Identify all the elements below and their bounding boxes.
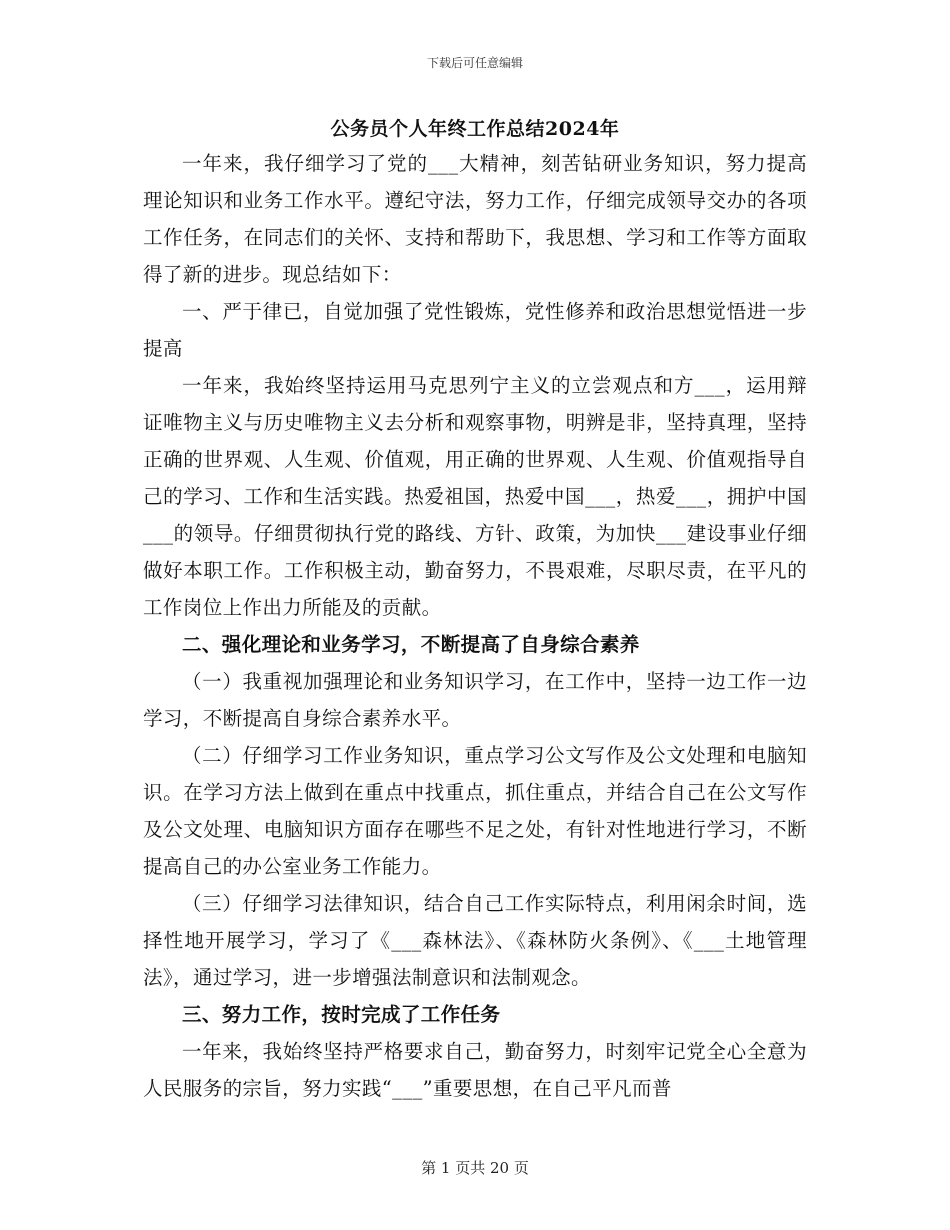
header-note: 下载后可任意编辑	[426, 56, 523, 70]
paragraph-intro: 一年来，我仔细学习了党的___大精神，刻苦钻研业务知识，努力提高理论知识和业务工作水平。遵纪守法，努力工作，仔细完成领导交办的各项工作任务，在同志们的关怀、支持和帮助下，我思想、学习和工作等方面取得了新的进步。现总结如下：	[143, 152, 807, 286]
page-footer: 第 1 页共 20 页	[421, 1159, 529, 1177]
paragraph-section-2-item-1: （一）我重视加强理论和业务知识学习，在工作中，坚持一边工作一边学习，不断提高自身综合素养水平。	[143, 670, 807, 730]
section-heading-2: 二、强化理论和业务学习，不断提高了自身综合素养	[182, 633, 640, 656]
paragraph-section-1-title: 一、严于律已，自觉加强了党性锻炼，党性修养和政治思想觉悟进一步提高	[143, 300, 807, 360]
document-body	[143, 145, 807, 1107]
document-title: 公务员个人年终工作总结2024年	[330, 118, 620, 140]
paragraph-section-3-body: 一年来，我始终坚持严格要求自己，勤奋努力，时刻牢记党全心全意为人民服务的宗旨，努力实践“___”重要思想，在自己平凡而普	[143, 1040, 807, 1100]
paragraph-section-2-item-2: （二）仔细学习工作业务知识，重点学习公文写作及公文处理和电脑知识。在学习方法上做到在重点中找重点，抓住重点，并结合自己在公文写作及公文处理、电脑知识方面存在哪些不足之处，有针对性地进行学习，不断提高自己的办公室业务工作能力。	[143, 744, 807, 878]
section-heading-3: 三、努力工作，按时完成了工作任务	[182, 1003, 501, 1026]
paragraph-section-1-body: 一年来，我始终坚持运用马克思列宁主义的立尝观点和方___，运用辩证唯物主义与历史唯物主义去分析和观察事物，明辨是非，坚持真理，坚持正确的世界观、人生观、价值观，用正确的世界观、人生观、价值观指导自己的学习、工作和生活实践。热爱祖国，热爱中国___，热爱___，拥护中国___的领导。仔细贯彻执行党的路线、方针、政策，为加快___建设事业仔细做好本职工作。工作积极主动，勤奋努力，不畏艰难，尽职尽责，在平凡的工作岗位上作出力所能及的贡献。	[143, 374, 807, 619]
paragraph-section-2-item-3: （三）仔细学习法律知识，结合自己工作实际特点，利用闲余时间，选择性地开展学习，学习了《___森林法》、《森林防火条例》、《___土地管理法》，通过学习，进一步增强法制意识和法制观念。	[143, 892, 807, 989]
